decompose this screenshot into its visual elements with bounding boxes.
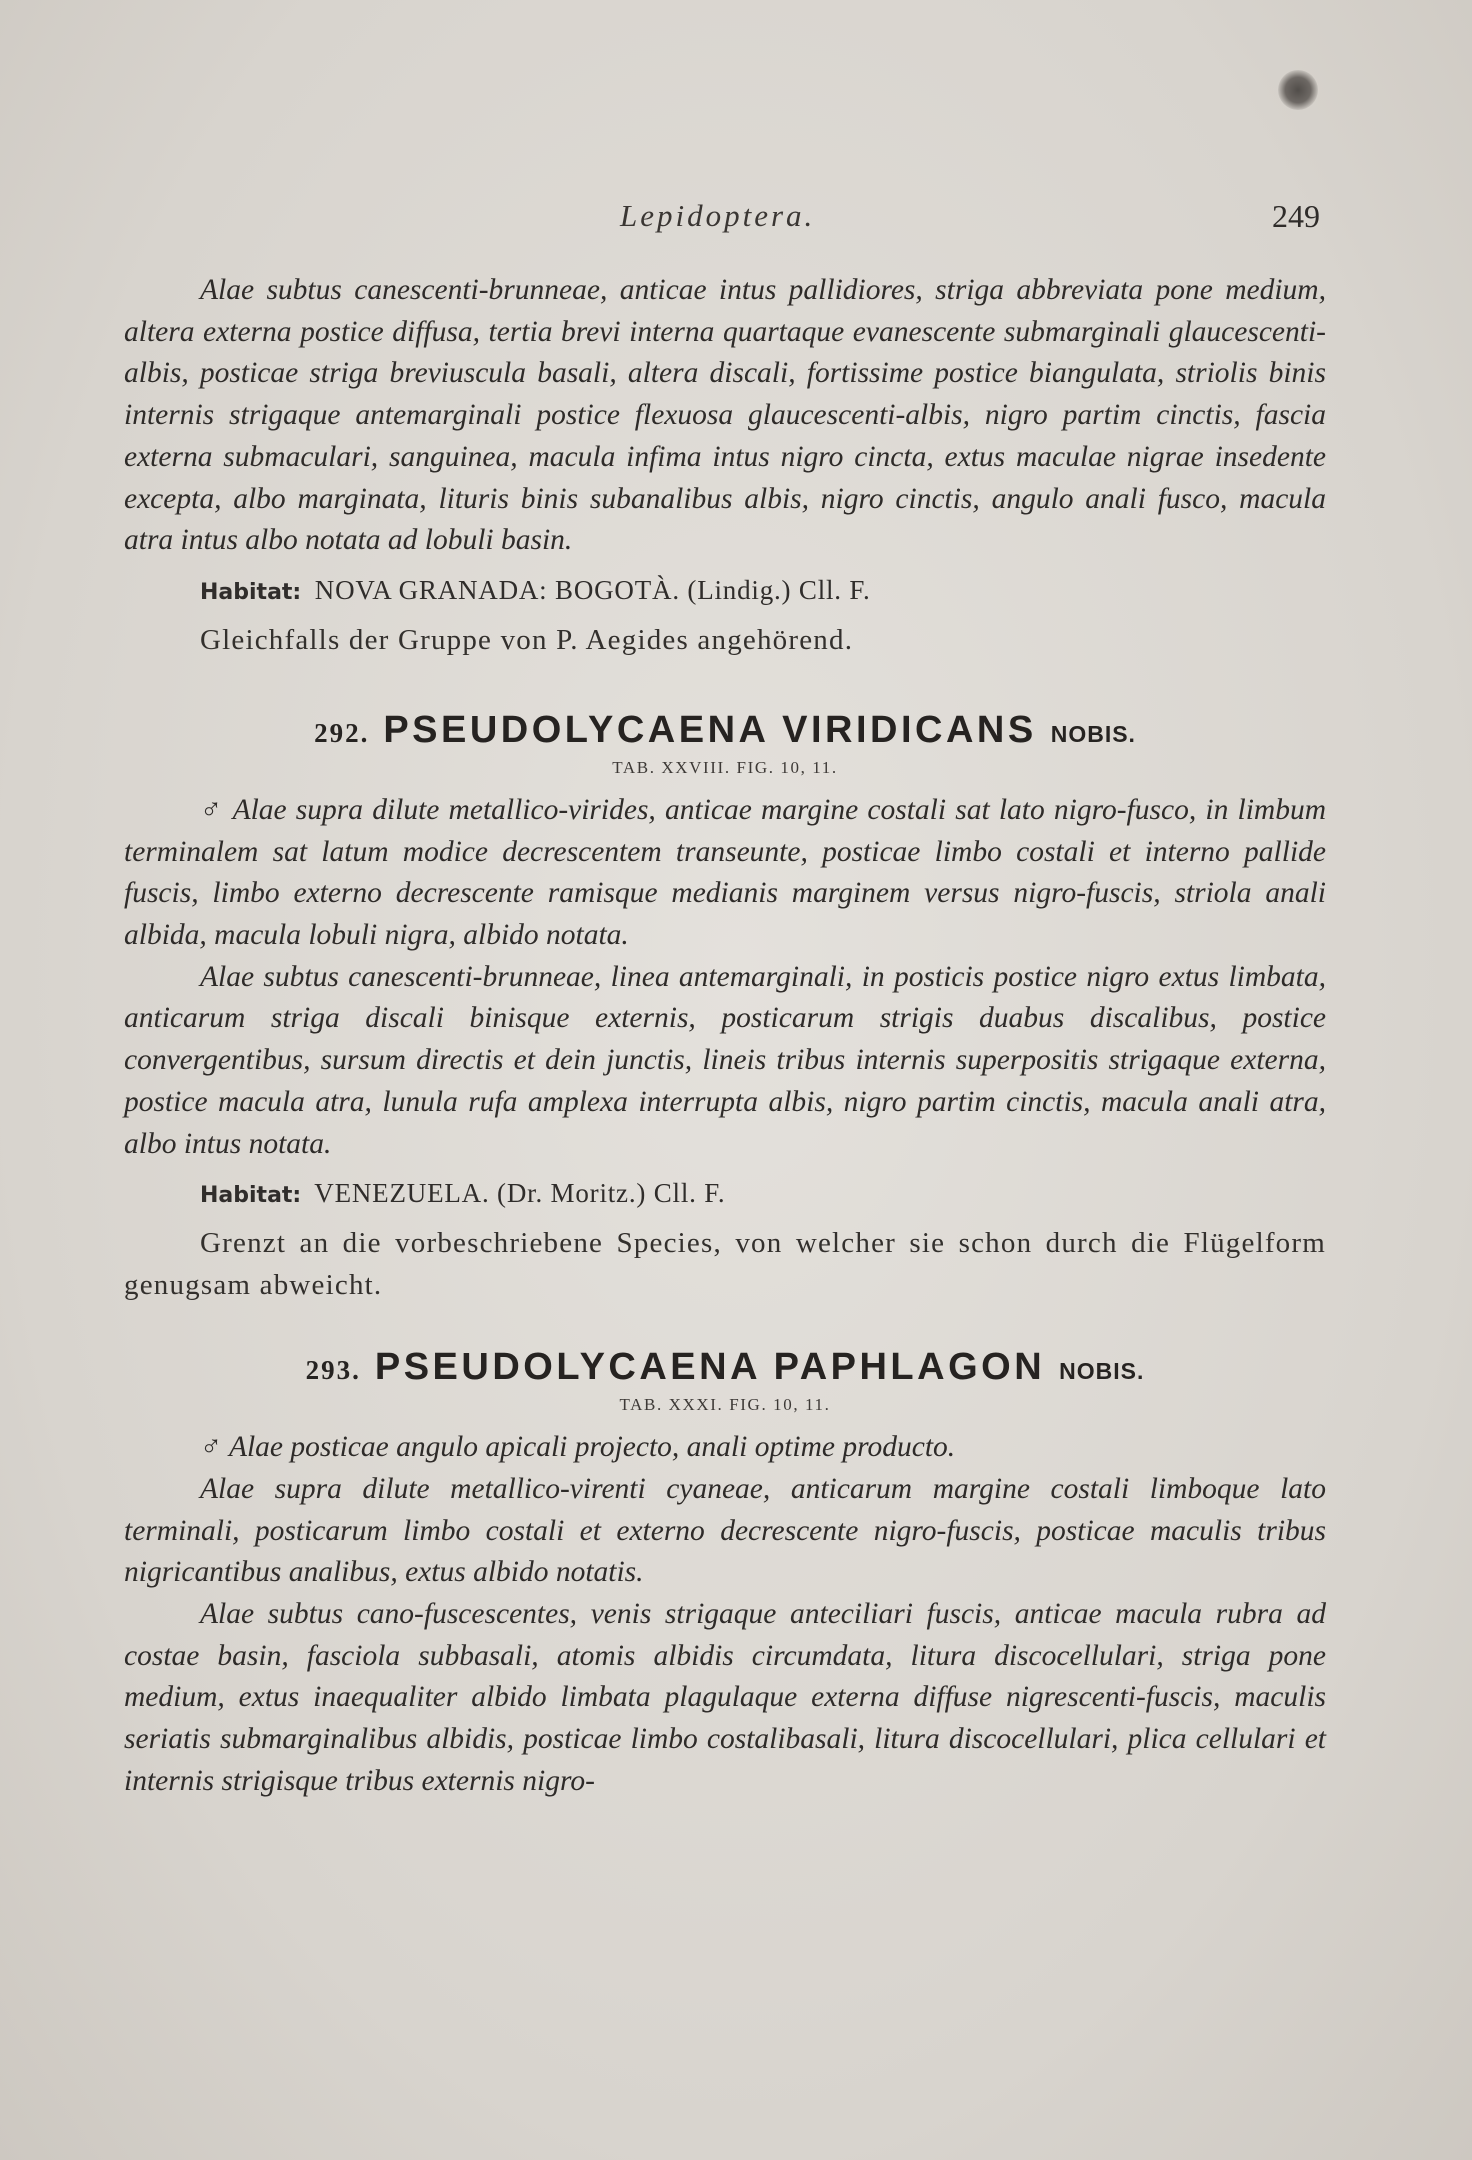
description-paragraph: Alae supra dilute metallico-virenti cyaneae, anticarum margine costali limboque lato terminali, posticarum limbo costali et externo decrescente nigro-fuscis, posticae maculis tribus nigricantibus analibus, extus albido notatis. bbox=[124, 1472, 1326, 1589]
habitat-line bbox=[200, 1173, 1326, 1216]
plate-reference: TAB. XXXI. FIG. 10, 11. bbox=[619, 1395, 831, 1415]
habitat-label: Habitat: bbox=[200, 1183, 302, 1209]
running-header bbox=[0, 198, 1472, 248]
species-author: NOBIS. bbox=[1059, 1358, 1145, 1385]
description-paragraph: Alae subtus cano-fuscescentes, venis strigaque anteciliari fuscis, anticae macula rubra ad costae basin, fasciola subbasali, atomis albidis circumdata, litura discocellulari, striga pone medium, extus inaequaliter albido limbata plagulaque externa diffuse nigrescenti-fuscis, maculis seriatis submarginalibus albidis, posticae limbo costalibasali, litura discocellulari, plica cellulari et internis strigisque tribus externis nigro- bbox=[124, 1598, 1326, 1797]
page-number: 249 bbox=[1272, 198, 1320, 234]
species-number: 293. bbox=[305, 1355, 361, 1386]
habitat-label: Habitat: bbox=[200, 579, 302, 605]
ink-spot bbox=[1278, 70, 1318, 110]
running-title: Lepidoptera. bbox=[620, 198, 816, 233]
description-paragraph: ♂ Alae posticae angulo apicali projecto, anali optime producto. bbox=[200, 1431, 956, 1464]
species-heading bbox=[124, 709, 1326, 752]
habitat-text: NOVA GRANADA: BOGOTÀ. (Lindig.) Cll. F. bbox=[314, 574, 871, 605]
species-heading bbox=[124, 1346, 1326, 1389]
description-paragraph: Alae subtus canescenti-brunneae, anticae intus pallidiores, striga abbreviata pone medium, altera externa postice diffusa, tertia brevi interna quartaque evanescente submarginali glaucescenti-albis, posticae striga breviuscula basali, altera discali, fortissime postice biangulata, striolis binis internis strigaque antemarginali postice flexuosa glaucescenti-albis, nigro partim cinctis, fascia externa submaculari, sanguinea, macula infima intus nigro cincta, extus maculae nigrae insedente excepta, albo marginata, lituris binis subanalibus albis, nigro cinctis, angulo anali fusco, macula atra intus albo notata ad lobuli basin. bbox=[124, 274, 1326, 557]
species-number: 292. bbox=[314, 717, 370, 748]
text-column bbox=[124, 270, 1326, 1803]
german-note: Gleichfalls der Gruppe von P. Aegides angehörend. bbox=[200, 623, 854, 656]
description-paragraph: ♂ Alae supra dilute metallico-virides, anticae margine costali sat lato nigro-fusco, in limbum terminalem sat latum modice decrescentem transeunte, posticae limbo costali et interno pallide fuscis, limbo externo decrescente ramisque medianis marginem versus nigro-fuscis, striola anali albida, macula lobuli nigra, albido notata. bbox=[124, 793, 1326, 952]
species-name: PSEUDOLYCAENA VIRIDICANS bbox=[383, 708, 1037, 751]
german-note: Grenzt an die vorbeschriebene Species, von welcher sie schon durch die Flügelform genugsam abweicht. bbox=[124, 1227, 1326, 1302]
species-author: NOBIS. bbox=[1050, 720, 1136, 747]
description-paragraph: Alae subtus canescenti-brunneae, linea antemarginali, in posticis postice nigro extus limbata, anticarum striga discali binisque externis, posticarum strigis duabus discalibus, postice convergentibus, sursum directis et dein junctis, lineis tribus internis superpositis strigaque externa, postice macula atra, lunula rufa amplexa interrupta albis, nigro partim cinctis, macula anali atra, albo intus notata. bbox=[124, 960, 1326, 1160]
plate-reference: TAB. XXVIII. FIG. 10, 11. bbox=[612, 757, 838, 777]
habitat-line bbox=[200, 570, 1326, 613]
species-name: PSEUDOLYCAENA PAPHLAGON bbox=[374, 1346, 1046, 1389]
habitat-text: VENEZUELA. (Dr. Moritz.) Cll. F. bbox=[314, 1178, 726, 1209]
